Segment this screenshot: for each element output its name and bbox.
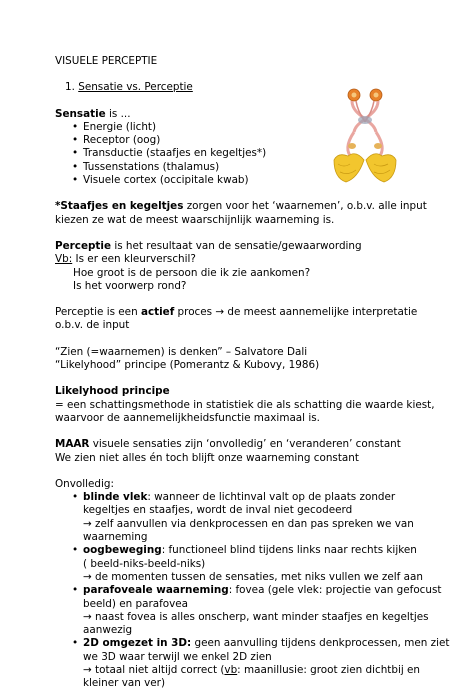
likelyhood-heading: Likelyhood principe	[55, 385, 170, 398]
list-item-line: → totaal niet altijd correct (vb: maanillusie: groot zien dichtbij en	[83, 663, 421, 676]
list-item-line: → zelf aanvullen via denkprocessen en dan pas spreken we van	[83, 517, 414, 530]
list-item-2d-3d: • 2D omgezet in 3D: geen aanvulling tijdens denkprocessen, men ziet	[55, 637, 455, 650]
sensatie-heading: Sensatie is ...	[55, 107, 131, 120]
list-item: • Transductie (staafjes en kegeltjes*)	[55, 147, 455, 160]
staafjes-paragraph: *Staafjes en kegeltjes zorgen voor het ‘waarnemen’, o.b.v. alle input	[55, 200, 427, 213]
list-item-line: kleiner van ver)	[83, 677, 166, 690]
list-item: • Visuele cortex (occipitale kwab)	[55, 174, 455, 187]
quote-likelyhood: “Likelyhood” principe (Pomerantz & Kubovy, 1986)	[55, 359, 320, 372]
list-item-line: ( beeld-niks-beeld-niks)	[83, 557, 206, 570]
list-item-parafoveale: • parafoveale waarneming: fovea (gele vlek: projectie van gefocust	[55, 584, 455, 597]
document-title: VISUELE PERCEPTIE	[55, 55, 158, 67]
section-heading: 1. Sensatie vs. Perceptie	[65, 81, 193, 94]
actief-paragraph: Perceptie is een actief proces → de meest aannemelijke interpretatie	[55, 306, 418, 319]
list-item-line: aanwezig	[83, 624, 133, 637]
perceptie-paragraph: Perceptie is het resultaat van de sensatie/gewaarwording	[55, 239, 362, 252]
list-item-line: → de momenten tussen de sensaties, met niks vullen we zelf aan	[83, 570, 423, 583]
list-item-line: beeld) en parafovea	[83, 597, 189, 610]
perceptie-question-3: Is het voorwerp rond?	[73, 279, 187, 292]
list-item-line: kegeltjes en staafjes, wordt de inval niet gecodeerd	[83, 504, 353, 517]
list-item: • Receptor (oog)	[55, 134, 455, 147]
list-item-line: → naast fovea is alles onscherp, want minder staafjes en kegeltjes	[83, 610, 429, 623]
likelyhood-line1: = een schattingsmethode in statistiek die als schatting die waarde kiest,	[55, 398, 435, 411]
list-item: • Tussenstations (thalamus)	[55, 161, 455, 174]
document-body	[55, 55, 455, 691]
list-item-blinde-vlek: • blinde vlek: wanneer de lichtinval valt op de plaats zonder	[55, 491, 455, 504]
list-item-line: waarneming	[83, 531, 148, 544]
onvolledig-heading: Onvolledig:	[55, 477, 115, 490]
quote-dali: “Zien (=waarnemen) is denken” – Salvatore Dali	[55, 345, 308, 358]
list-item-oogbeweging: • oogbeweging: functioneel blind tijdens links naar rechts kijken	[55, 544, 455, 557]
actief-line2: o.b.v. de input	[55, 319, 130, 332]
maar-line2: We zien niet alles én toch blijft onze waarneming constant	[55, 451, 359, 464]
list-item: • Energie (licht)	[55, 121, 455, 134]
maar-paragraph: MAAR visuele sensaties zijn ‘onvolledig’ en ‘veranderen’ constant	[55, 438, 401, 451]
list-item-line: we 3D waar terwijl we enkel 2D zien	[83, 650, 272, 663]
likelyhood-line2: waarvoor de aannemelijkheidsfunctie maximaal is.	[55, 411, 320, 424]
staafjes-line2: kiezen ze wat de meest waarschijnlijk waarneming is.	[55, 213, 335, 226]
perceptie-question-1: Vb: Is er een kleurverschil?	[55, 253, 196, 266]
perceptie-question-2: Hoe groot is de persoon die ik zie aankomen?	[73, 266, 311, 279]
